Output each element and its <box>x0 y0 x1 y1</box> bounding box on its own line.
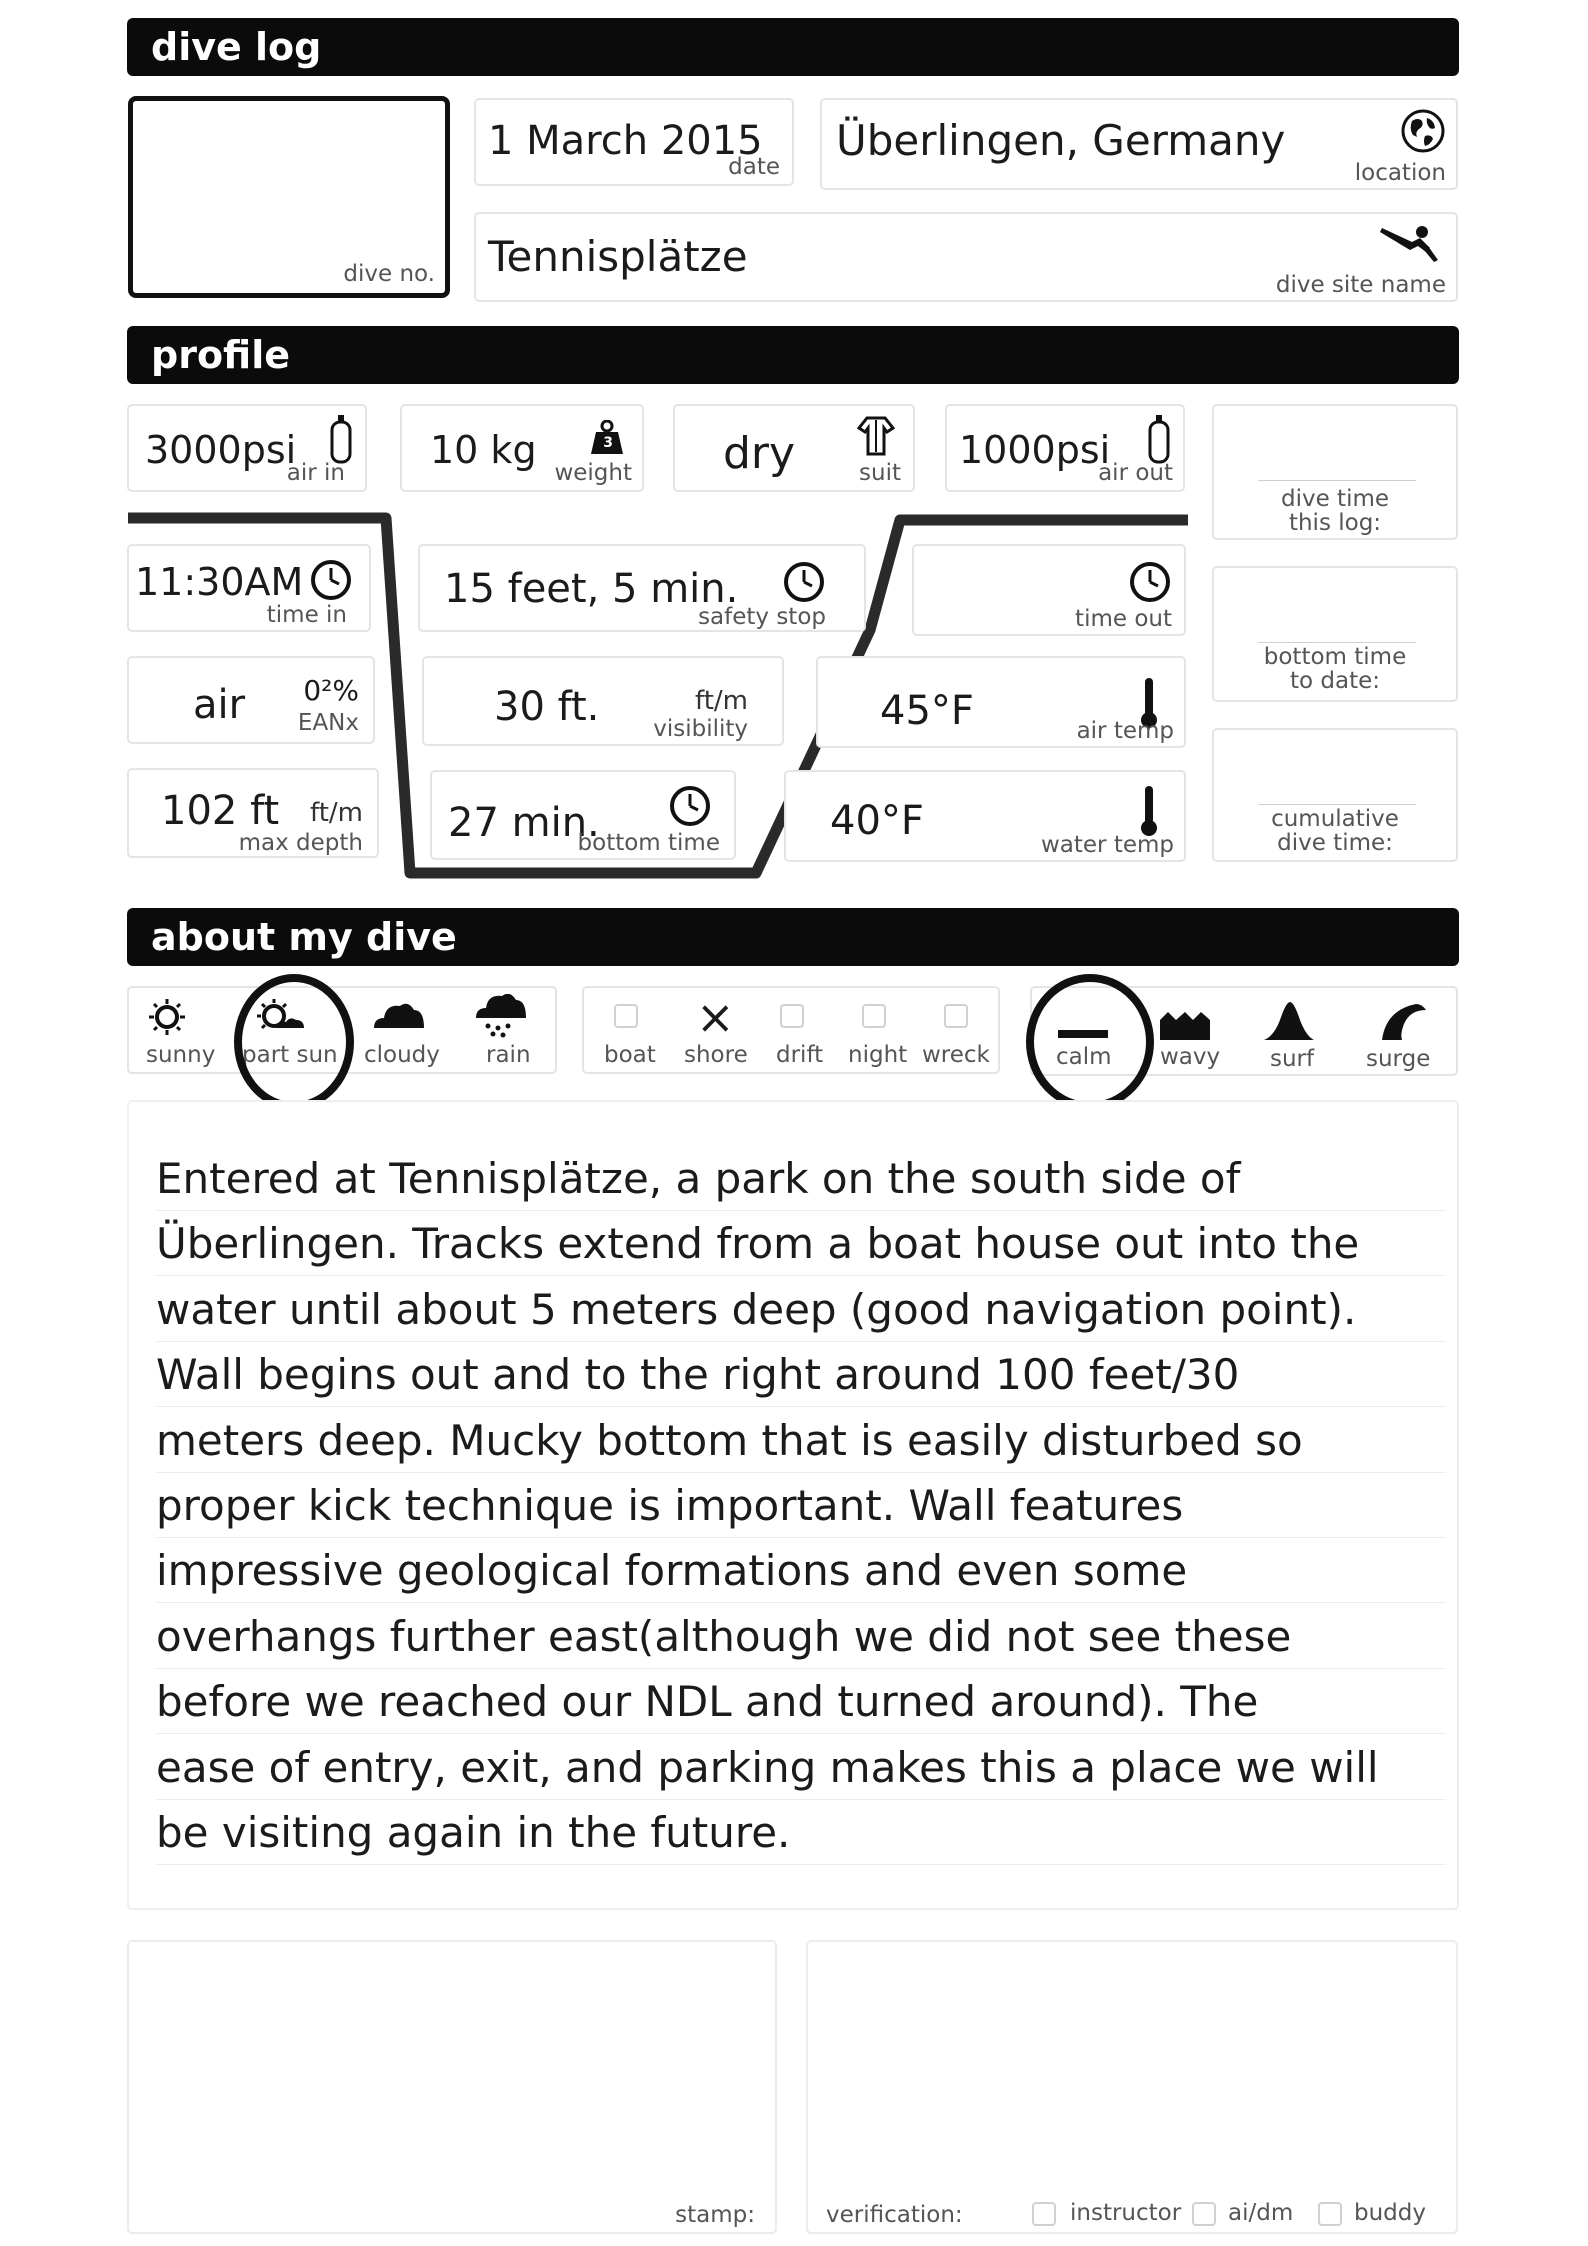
surf-icon[interactable] <box>1264 1002 1314 1040</box>
air-out-field[interactable] <box>945 404 1185 492</box>
eanx-value: 0²% <box>303 674 359 707</box>
verifier-instructor: instructor <box>1070 2200 1182 2226</box>
water-surf[interactable]: surf <box>1270 1046 1315 1072</box>
water-temp-value: 40°F <box>830 798 924 844</box>
water-surge[interactable]: surge <box>1366 1046 1431 1072</box>
weather-sunny[interactable]: sunny <box>146 1042 216 1068</box>
dive-no-label: dive no. <box>343 261 435 287</box>
air-temp-field[interactable] <box>816 656 1186 748</box>
water-temp-field[interactable] <box>784 770 1186 862</box>
water-calm[interactable]: calm <box>1056 1044 1112 1070</box>
checkbox-ai-dm[interactable] <box>1192 2202 1216 2226</box>
clock-icon-time-in <box>309 558 353 602</box>
notes-line-11: be visiting again in the future. <box>156 1807 791 1857</box>
bottom-time-to-date-label-2: to date: <box>1289 668 1380 694</box>
checkbox-night[interactable] <box>862 1004 886 1028</box>
suit-label: suit <box>859 460 901 486</box>
time-out-label: time out <box>1075 606 1172 632</box>
clock-icon-safety <box>782 560 826 604</box>
verification-label: verification: <box>826 2202 963 2228</box>
date-label: date <box>728 154 780 180</box>
shore-checkmark[interactable]: × <box>696 990 735 1044</box>
air-temp-value: 45°F <box>880 688 974 734</box>
safety-stop-label: safety stop <box>698 604 826 630</box>
sun-icon[interactable] <box>148 998 186 1036</box>
surge-icon[interactable] <box>1382 1002 1426 1040</box>
notes-line-10: ease of entry, exit, and parking makes this a place we will <box>156 1742 1379 1792</box>
bottom-time-value: 27 min. <box>448 800 600 846</box>
max-depth-unit: ft/m <box>310 798 363 828</box>
air-in-field[interactable] <box>127 404 367 492</box>
entry-shore: shore <box>684 1042 748 1068</box>
verifier-buddy: buddy <box>1354 2200 1426 2226</box>
stamp-label: stamp: <box>675 2202 755 2228</box>
notes-line-1: Entered at Tennisplätze, a park on the south side of <box>156 1154 1241 1203</box>
wavy-icon[interactable] <box>1160 1010 1210 1040</box>
weight-label: weight <box>554 460 632 486</box>
entry-wreck: wreck <box>922 1042 990 1068</box>
gas-field[interactable] <box>127 656 375 744</box>
location-label: location <box>1354 160 1446 186</box>
max-depth-value: 102 ft <box>161 788 280 834</box>
weight-field[interactable] <box>400 404 644 492</box>
clock-icon-bottom <box>668 784 712 828</box>
dive-notes <box>156 1146 1456 1865</box>
air-in-value: 3000psi <box>145 428 297 472</box>
notes-line-2: Überlingen. Tracks extend from a boat house out into the <box>156 1219 1360 1269</box>
max-depth-field[interactable] <box>127 768 379 858</box>
visibility-field[interactable] <box>422 656 784 746</box>
notes-line-3: water until about 5 meters deep (good navigation point). <box>156 1284 1357 1334</box>
weight-badge: 3 <box>603 435 613 451</box>
cumulative-label-2: dive time: <box>1277 830 1393 856</box>
cumulative-dive-time-field[interactable] <box>1212 728 1458 862</box>
entry-boat: boat <box>604 1042 656 1068</box>
checkbox-buddy[interactable] <box>1318 2202 1342 2226</box>
date-value: 1 March 2015 <box>488 118 763 164</box>
notes-line-4: Wall begins out and to the right around 100 feet/30 <box>156 1350 1240 1400</box>
time-in-field[interactable] <box>127 544 371 632</box>
bottom-time-label: bottom time <box>577 830 720 856</box>
selection-circle-part-sun <box>228 970 360 1114</box>
time-in-value: 11:30AM <box>135 560 304 604</box>
weather-cloudy[interactable]: cloudy <box>364 1042 440 1068</box>
visibility-unit: ft/m <box>695 686 748 716</box>
checkbox-wreck[interactable] <box>944 1004 968 1028</box>
section-profile-title: profile <box>151 333 291 377</box>
weight-value: 10 kg <box>430 428 537 472</box>
section-about-title: about my dive <box>151 915 457 959</box>
air-out-label: air out <box>1098 460 1173 486</box>
stamp-box[interactable] <box>127 1940 777 2234</box>
safety-stop-field[interactable] <box>418 544 866 632</box>
air-temp-label: air temp <box>1076 718 1174 744</box>
clock-icon-time-out <box>1128 560 1172 604</box>
notes-line-8: overhangs further east(although we did not see these <box>156 1611 1292 1661</box>
bottom-time-to-date-field[interactable] <box>1212 566 1458 702</box>
notes-line-5: meters deep. Mucky bottom that is easily disturbed so <box>156 1415 1303 1465</box>
visibility-label: visibility <box>653 716 748 742</box>
selection-circle-calm <box>1018 970 1162 1114</box>
cumulative-label-1: cumulative <box>1271 806 1399 832</box>
site-value: Tennisplätze <box>488 232 748 281</box>
entry-drift: drift <box>776 1042 824 1068</box>
cloud-icon[interactable] <box>370 998 426 1032</box>
section-about <box>127 908 1459 966</box>
dive-time-log-field[interactable] <box>1212 404 1458 540</box>
suit-value: dry <box>723 428 796 479</box>
max-depth-label: max depth <box>238 830 363 856</box>
dive-time-log-label-1: dive time <box>1280 486 1390 512</box>
notes-line-7: impressive geological formations and even some <box>156 1546 1188 1596</box>
water-temp-label: water temp <box>1040 832 1174 858</box>
dive-time-log-label-2: this log: <box>1288 510 1382 536</box>
rain-icon[interactable] <box>472 994 528 1038</box>
checkbox-drift[interactable] <box>780 1004 804 1028</box>
eanx-label: EANx <box>297 710 359 736</box>
notes-line-9: before we reached our NDL and turned around). The <box>156 1677 1259 1727</box>
section-dive-log-title: dive log <box>151 25 322 69</box>
air-in-label: air in <box>286 460 345 486</box>
water-wavy[interactable]: wavy <box>1160 1044 1221 1070</box>
bottom-time-field[interactable] <box>430 770 736 860</box>
safety-stop-value: 15 feet, 5 min. <box>444 566 739 612</box>
notes-line-6: proper kick technique is important. Wall features <box>156 1480 1184 1530</box>
tank-icon-out <box>1147 414 1171 464</box>
site-label: dive site name <box>1275 272 1446 298</box>
bottom-time-to-date-label-1: bottom time <box>1263 644 1407 670</box>
visibility-value: 30 ft. <box>494 684 600 730</box>
thermometer-icon-water <box>1138 784 1160 838</box>
air-out-value: 1000psi <box>959 428 1111 472</box>
location-value: Überlingen, Germany <box>836 116 1286 165</box>
time-out-field[interactable] <box>912 544 1186 636</box>
time-in-label: time in <box>266 602 347 628</box>
verifier-ai-dm: ai/dm <box>1228 2200 1294 2226</box>
suit-field[interactable] <box>673 404 915 492</box>
suit-icon <box>857 416 895 456</box>
checkbox-instructor[interactable] <box>1032 2202 1056 2226</box>
verification-box[interactable] <box>806 1940 1458 2234</box>
entry-night: night <box>848 1042 908 1068</box>
tank-icon <box>329 414 353 464</box>
checkbox-boat[interactable] <box>614 1004 638 1028</box>
gas-value: air <box>193 682 246 728</box>
weather-rain[interactable]: rain <box>486 1042 531 1068</box>
weather-part-sun[interactable]: part sun <box>242 1042 338 1068</box>
